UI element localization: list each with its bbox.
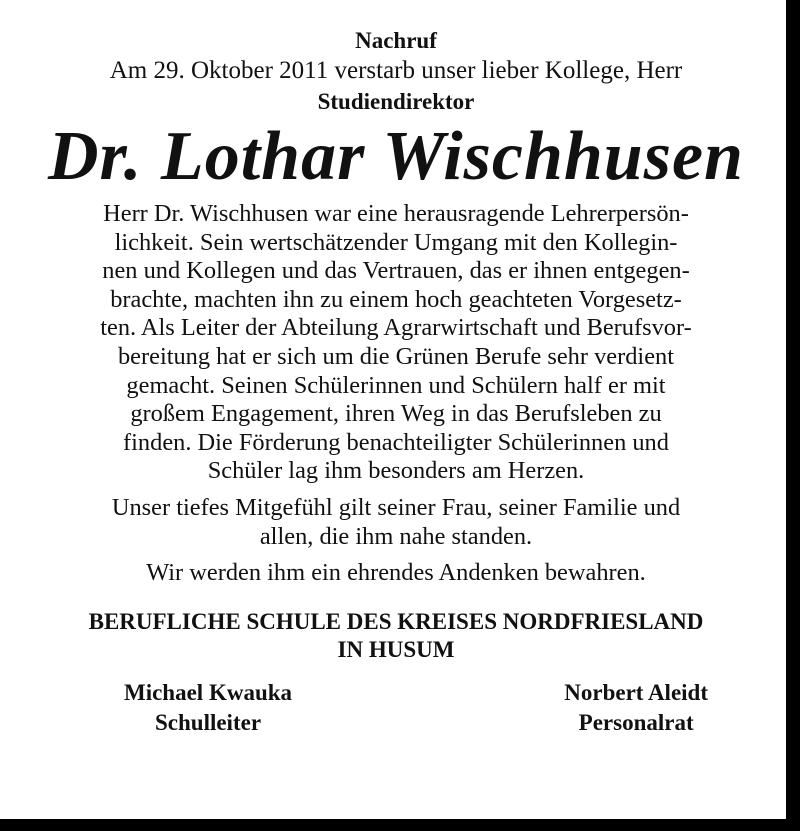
tribute-line: brachte, machten ihn zu einem hoch geachteten Vorgesetz-: [110, 285, 682, 313]
notice-heading: Nachruf: [355, 28, 437, 53]
signatory-role: Personalrat: [578, 709, 694, 735]
school-name-line: BERUFLICHE SCHULE DES KREISES NORDFRIESLAND: [88, 608, 704, 634]
tribute-line: großem Engagement, ihren Weg in das Berufsleben zu: [130, 400, 662, 428]
tribute-line: ten. Als Leiter der Abteilung Agrarwirtschaft und Berufsvor-: [100, 314, 692, 342]
signatory-left: [124, 678, 292, 738]
deceased-title: Studiendirektor: [317, 89, 475, 114]
condolence-line: allen, die ihm nahe standen.: [259, 522, 533, 550]
tribute-line: finden. Die Förderung benachteiligter Schülerinnen und: [123, 428, 669, 456]
tribute-line: lichkeit. Sein wertschätzender Umgang mit den Kollegin-: [114, 228, 678, 256]
deceased-name: Dr. Lothar Wischhusen: [48, 118, 744, 195]
obituary-notice: [40, 26, 752, 738]
tribute-line: bereitung hat er sich um die Grünen Berufe sehr verdient: [117, 342, 675, 370]
signatory-name: Norbert Aleidt: [564, 679, 708, 705]
tribute-line: Herr Dr. Wischhusen war eine herausragende Lehrerpersön-: [103, 200, 689, 227]
signatory-right: [564, 678, 708, 738]
closing-paragraph: [40, 559, 752, 588]
condolence-paragraph: [40, 494, 752, 551]
school-name-line: IN HUSUM: [337, 636, 455, 662]
condolence-line: Unser tiefes Mitgefühl gilt seiner Frau, seiner Familie und: [111, 493, 681, 521]
school-name: [40, 608, 752, 664]
signatory-name: Michael Kwauka: [124, 679, 293, 705]
notice-intro: Am 29. Oktober 2011 verstarb unser lieber Kollege, Herr: [109, 57, 683, 84]
closing-line: Wir werden ihm ein ehrendes Andenken bewahren.: [146, 559, 646, 587]
tribute-paragraph: [40, 200, 752, 486]
tribute-line: gemacht. Seinen Schülerinnen und Schülern half er mit: [126, 371, 666, 399]
tribute-line: Schüler lag ihm besonders am Herzen.: [207, 457, 585, 485]
signatory-role: Schulleiter: [154, 709, 262, 735]
tribute-line: nen und Kollegen und das Vertrauen, das er ihnen entgegen-: [102, 257, 690, 285]
signatories: [40, 678, 752, 738]
